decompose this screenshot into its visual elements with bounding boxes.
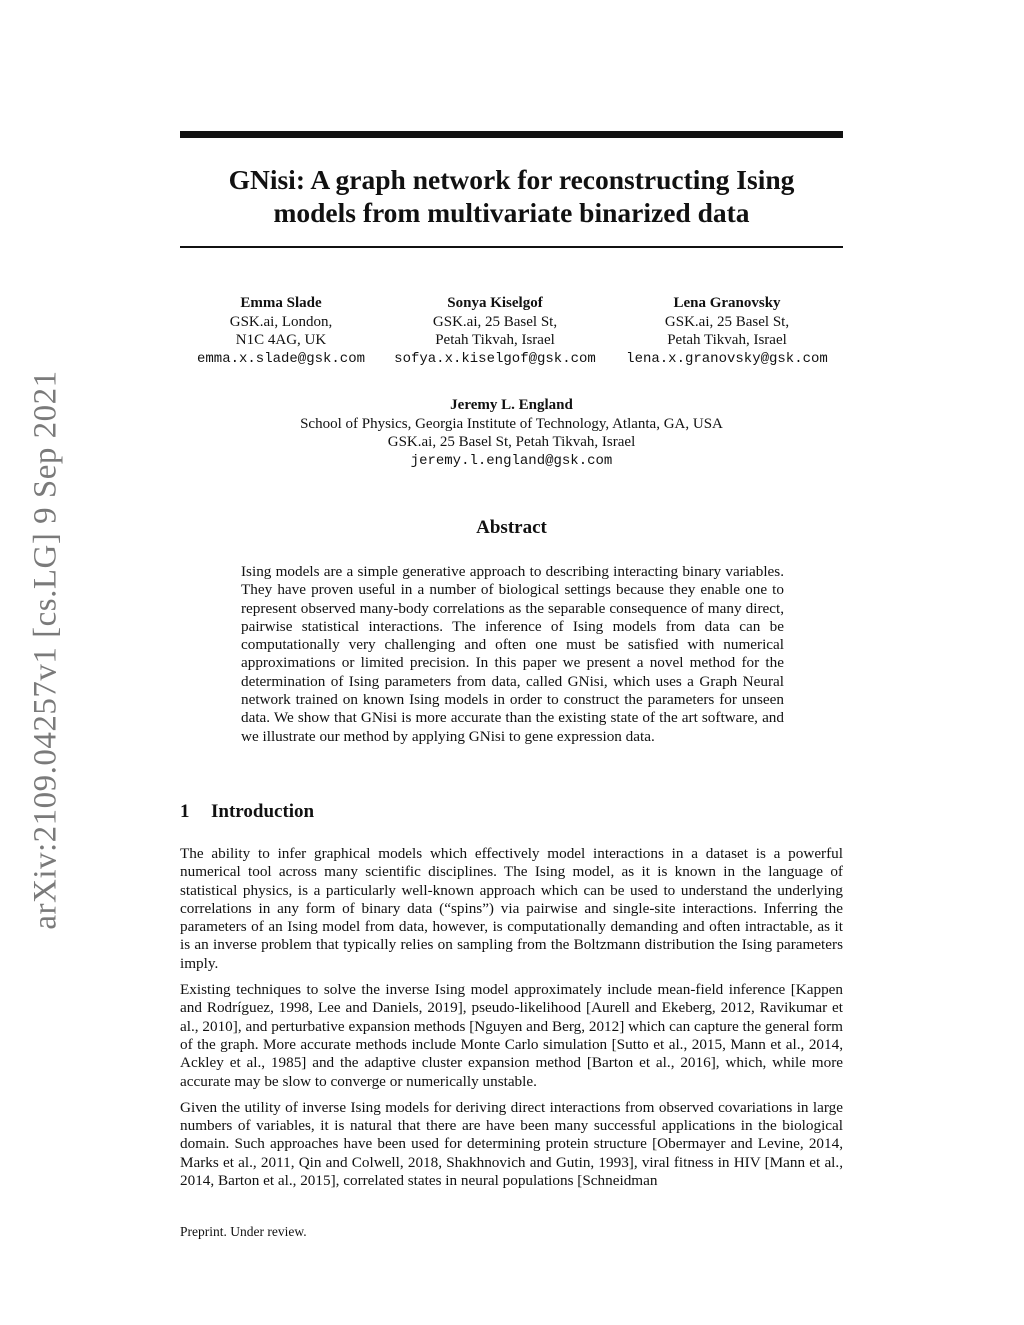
author-address: N1C 4AG, UK: [235, 332, 327, 348]
footer-note: Preprint. Under review.: [180, 1224, 307, 1239]
title-bottom-rule: [180, 246, 843, 248]
title-top-rule: [180, 131, 843, 138]
author-email: lena.x.granovsky@gsk.com: [626, 350, 828, 367]
title-line-1: GNisi: A graph network for reconstructing Ising: [228, 164, 795, 195]
author-lena-granovsky: [614, 294, 840, 368]
introduction-body: [180, 845, 843, 1198]
author-name: Emma Slade: [240, 295, 322, 311]
author-address: Petah Tikvah, Israel: [435, 332, 555, 348]
author-affiliation: GSK.ai, 25 Basel St,: [664, 313, 790, 330]
author-name: Lena Granovsky: [673, 295, 781, 311]
author-email: sofya.x.kiselgof@gsk.com: [394, 350, 596, 367]
paragraph: The ability to infer graphical models which effectively model interactions in a dataset is a powerful numerical tool across many scientific disciplines. The Ising model, as it is known in the language of statistical physics, is a particularly well-known approach which can be used to understand the underlying correlations in any form of binary data (“spins”) via pairwise and single-site interactions. Inferring the parameters of an Ising model from data, however, is computationally demanding and often intractable, as it is an inverse problem that typically relies on sampling from the Boltzmann distribution the Ising parameters imply.: [180, 845, 843, 972]
title-line-2: models from multivariate binarized data: [273, 197, 750, 228]
author-address: GSK.ai, 25 Basel St, Petah Tikvah, Israel: [387, 434, 636, 450]
author-name: Sonya Kiselgof: [447, 295, 543, 311]
paragraph: Existing techniques to solve the inverse Ising model approximately include mean-field inference [Kappen and Rodríguez, 1998, Lee and Daniels, 2019], pseudo-likelihood [Aurell and Ekeberg, 2012, Ravikumar et al., 2010], and perturbative expansion methods [Nguyen and Berg, 2012] which can capture the general form of the graph. More accurate methods include Monte Carlo simulation [Sutto et al., 2015, Mann et al., 2014, Ackley et al., 1985] and the adaptive cluster expansion method [Barton et al., 2016], which, while more accurate may be slow to converge or numerically unstable.: [180, 981, 843, 1090]
author-affiliation: School of Physics, Georgia Institute of Technology, Atlanta, GA, USA: [300, 415, 723, 432]
arxiv-identifier: arXiv:2109.04257v1 [cs.LG] 9 Sep 2021: [27, 370, 64, 930]
author-sonya-kiselgof: [384, 294, 606, 368]
section-heading-introduction: [180, 801, 314, 823]
author-email: emma.x.slade@gsk.com: [196, 350, 366, 367]
paper-title: [180, 163, 843, 229]
author-affiliation: GSK.ai, London,: [229, 313, 333, 330]
author-address: Petah Tikvah, Israel: [667, 332, 787, 348]
author-name: Jeremy L. England: [450, 397, 573, 413]
section-number: 1: [180, 801, 190, 822]
author-emma-slade: [193, 294, 369, 368]
section-title: Introduction: [211, 801, 315, 822]
abstract-text: Ising models are a simple generative approach to describing interacting binary variables. They have proven useful in a number of biological settings because they enable one to represent observed many-body correlations as the separable consequence of many direct, pairwise statistical interactions. The inference of Ising models from data can be computationally very challenging and often one must be satisfied with numerical approximations or limited precision. In this paper we present a novel method for the determination of Ising parameters from data, called GNisi, which uses a Graph Neural network trained on known Ising models in order to construct the parameters for unseen data. We show that GNisi is more accurate than the existing state of the art software, and we illustrate our method by applying GNisi to gene expression data.: [241, 563, 784, 745]
author-email: jeremy.l.england@gsk.com: [410, 452, 613, 469]
author-jeremy-england: [180, 396, 843, 470]
paragraph: Given the utility of inverse Ising models for deriving direct interactions from observed covariations in large numbers of variables, it is natural that there are have been many successful applications in the biological domain. Such approaches have been used for determining protein structure [Obermayer and Levine, 2014, Marks et al., 2011, Qin and Colwell, 2018, Shakhnovich and Gutin, 1993], viral fitness in HIV [Mann et al., 2014, Barton et al., 2015], correlated states in neural populations [Schneidman: [180, 1098, 843, 1190]
abstract-heading: Abstract: [476, 517, 547, 538]
author-affiliation: GSK.ai, 25 Basel St,: [432, 313, 558, 330]
